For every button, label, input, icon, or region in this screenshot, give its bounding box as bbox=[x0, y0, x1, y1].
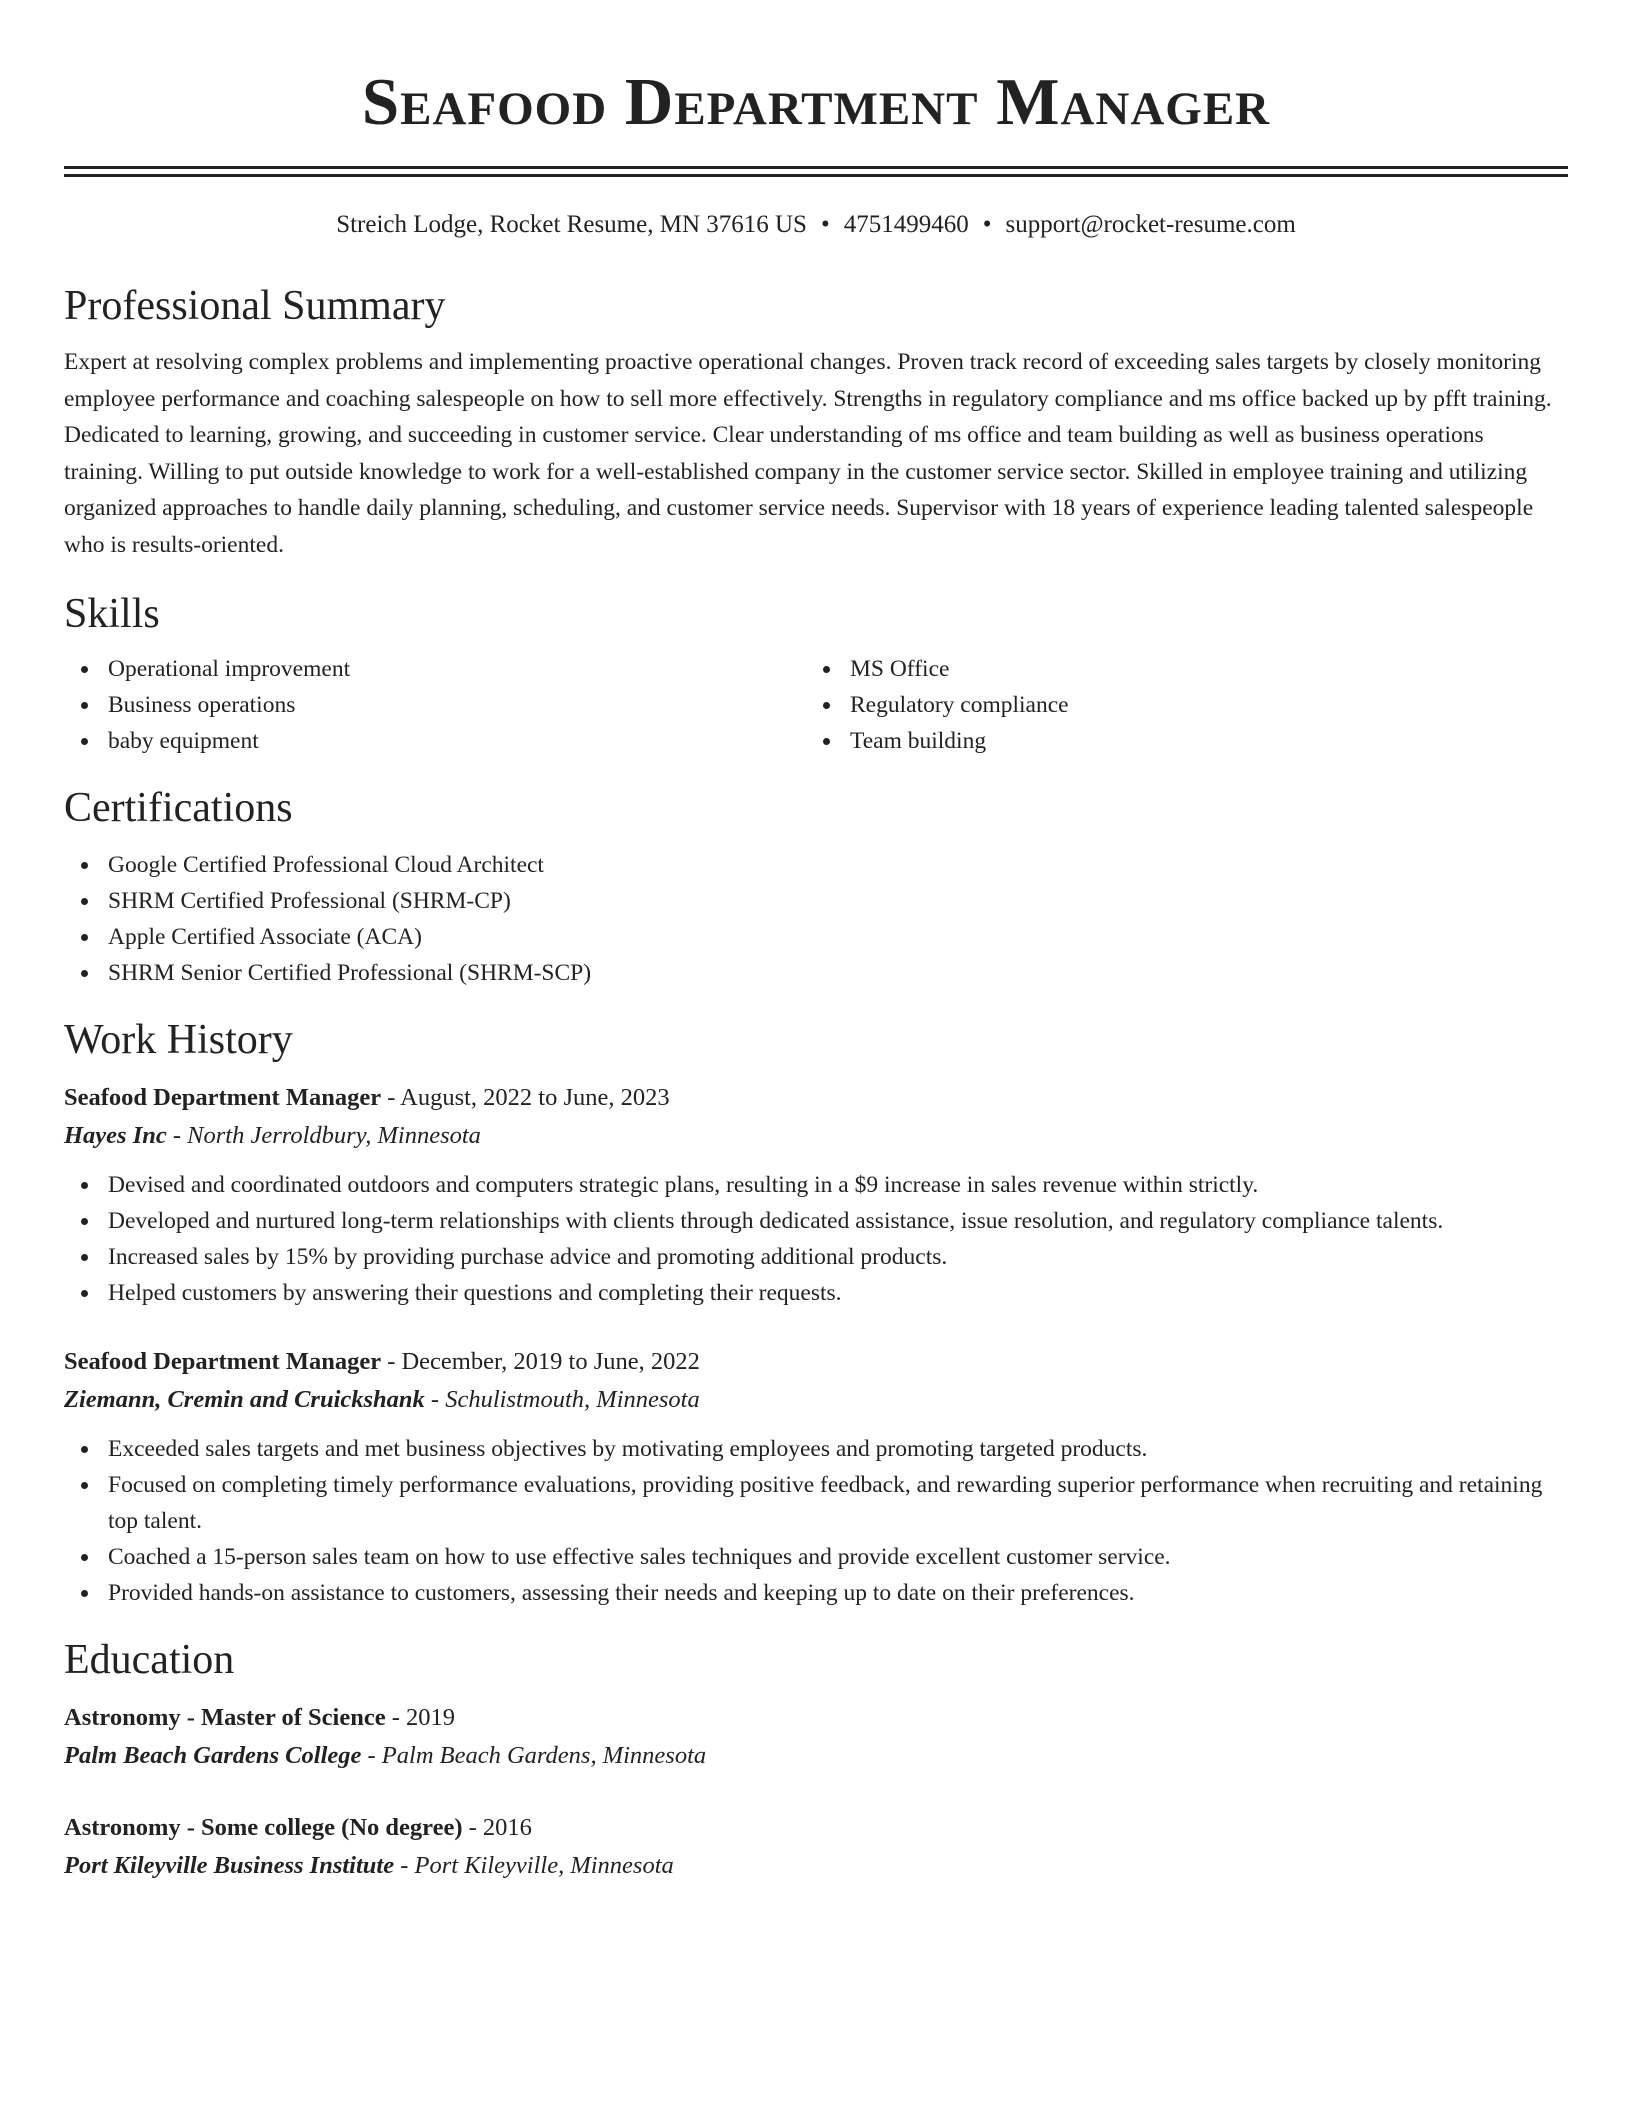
certification-item: Apple Certified Associate (ACA) bbox=[64, 919, 1568, 955]
job-dates: - December, 2019 to June, 2022 bbox=[381, 1348, 700, 1375]
skills-column-right bbox=[806, 651, 1568, 759]
job-company: Ziemann, Cremin and Cruickshank bbox=[64, 1386, 425, 1413]
job-company-line bbox=[64, 1381, 1568, 1419]
job-bullet: Provided hands-on assistance to customers, assessing their needs and keeping up to date on their preferences. bbox=[64, 1575, 1568, 1611]
education-school-line bbox=[64, 1737, 1568, 1775]
education-year: - 2016 bbox=[462, 1814, 532, 1841]
education-entry bbox=[64, 1699, 1568, 1775]
education-location: - Palm Beach Gardens, Minnesota bbox=[361, 1742, 707, 1769]
certification-item: SHRM Certified Professional (SHRM-CP) bbox=[64, 883, 1568, 919]
skills-heading: Skills bbox=[64, 591, 160, 637]
education-heading: Education bbox=[64, 1637, 235, 1683]
job-bullet: Increased sales by 15% by providing purchase advice and promoting additional products. bbox=[64, 1239, 1568, 1275]
skill-item: MS Office bbox=[806, 651, 1568, 687]
skills-column-left bbox=[64, 651, 806, 759]
certifications-list bbox=[64, 847, 1568, 991]
job-bullets bbox=[64, 1431, 1568, 1611]
contact-email: support@rocket-resume.com bbox=[1005, 211, 1296, 238]
certification-item: Google Certified Professional Cloud Architect bbox=[64, 847, 1568, 883]
contact-separator: • bbox=[820, 211, 830, 238]
certification-item: SHRM Senior Certified Professional (SHRM-SCP) bbox=[64, 955, 1568, 991]
education-degree: Astronomy - Some college (No degree) bbox=[64, 1814, 463, 1841]
education-entry bbox=[64, 1809, 1568, 1885]
education-degree: Astronomy - Master of Science bbox=[64, 1704, 386, 1731]
skill-item: Business operations bbox=[64, 687, 806, 723]
work-history-heading: Work History bbox=[64, 1017, 293, 1063]
job-bullet: Helped customers by answering their questions and completing their requests. bbox=[64, 1275, 1568, 1311]
education-school: Port Kileyville Business Institute bbox=[64, 1852, 395, 1879]
job-title: Seafood Department Manager bbox=[64, 1348, 382, 1375]
contact-separator: • bbox=[982, 211, 992, 238]
job-bullet: Coached a 15-person sales team on how to use effective sales techniques and provide excellent customer service. bbox=[64, 1539, 1568, 1575]
job-title-line bbox=[64, 1343, 1568, 1381]
skills-list bbox=[64, 651, 1568, 759]
title-divider bbox=[64, 166, 1568, 177]
job-dates: - August, 2022 to June, 2023 bbox=[381, 1084, 670, 1111]
education-location: - Port Kileyville, Minnesota bbox=[394, 1852, 674, 1879]
job-company-line bbox=[64, 1117, 1568, 1155]
certifications-heading: Certifications bbox=[64, 785, 293, 831]
education-degree-line bbox=[64, 1699, 1568, 1737]
job-bullet: Focused on completing timely performance evaluations, providing positive feedback, and rewarding superior performance when recruiting and retaining top talent. bbox=[64, 1467, 1568, 1539]
job-bullet: Developed and nurtured long-term relationships with clients through dedicated assistance, issue resolution, and regulatory compliance talents. bbox=[64, 1203, 1568, 1239]
job-title: Seafood Department Manager bbox=[64, 1084, 382, 1111]
job-entry bbox=[64, 1343, 1568, 1611]
job-company: Hayes Inc bbox=[64, 1122, 167, 1149]
job-bullet: Exceeded sales targets and met business objectives by motivating employees and promoting targeted products. bbox=[64, 1431, 1568, 1467]
education-degree-line bbox=[64, 1809, 1568, 1847]
contact-phone: 4751499460 bbox=[843, 211, 969, 238]
skill-item: Regulatory compliance bbox=[806, 687, 1568, 723]
job-entry bbox=[64, 1079, 1568, 1311]
contact-line bbox=[64, 209, 1568, 241]
education-school-line bbox=[64, 1847, 1568, 1885]
job-bullet: Devised and coordinated outdoors and computers strategic plans, resulting in a $9 increase in sales revenue within strictly. bbox=[64, 1167, 1568, 1203]
skill-item: Team building bbox=[806, 723, 1568, 759]
skill-item: Operational improvement bbox=[64, 651, 806, 687]
job-bullets bbox=[64, 1167, 1568, 1311]
skill-item: baby equipment bbox=[64, 723, 806, 759]
summary-heading: Professional Summary bbox=[64, 283, 446, 329]
job-location: - Schulistmouth, Minnesota bbox=[424, 1386, 700, 1413]
contact-address: Streich Lodge, Rocket Resume, MN 37616 US bbox=[336, 211, 807, 238]
resume-title: Seafood Department Manager bbox=[361, 65, 1271, 139]
education-year: - 2019 bbox=[385, 1704, 456, 1731]
job-location: - North Jerroldbury, Minnesota bbox=[166, 1122, 481, 1149]
job-title-line bbox=[64, 1079, 1568, 1117]
education-school: Palm Beach Gardens College bbox=[64, 1742, 362, 1769]
summary-text: Expert at resolving complex problems and implementing proactive operational changes. Proven track record of exceeding sales targets by closely monitoring employee performance and coaching salespeople on how to sell more effectively. Strengths in regulatory compliance and ms office backed up by pfft training. Dedicated to learning, growing, and succeeding in customer service. Clear understanding of ms office and team building as well as business operations training. Willing to put outside knowledge to work for a well-established company in the customer service sector. Skilled in employee training and utilizing organized approaches to handle daily planning, scheduling, and customer service needs. Supervisor with 18 years of experience leading talented salespeople who is results-oriented. bbox=[64, 349, 1552, 558]
